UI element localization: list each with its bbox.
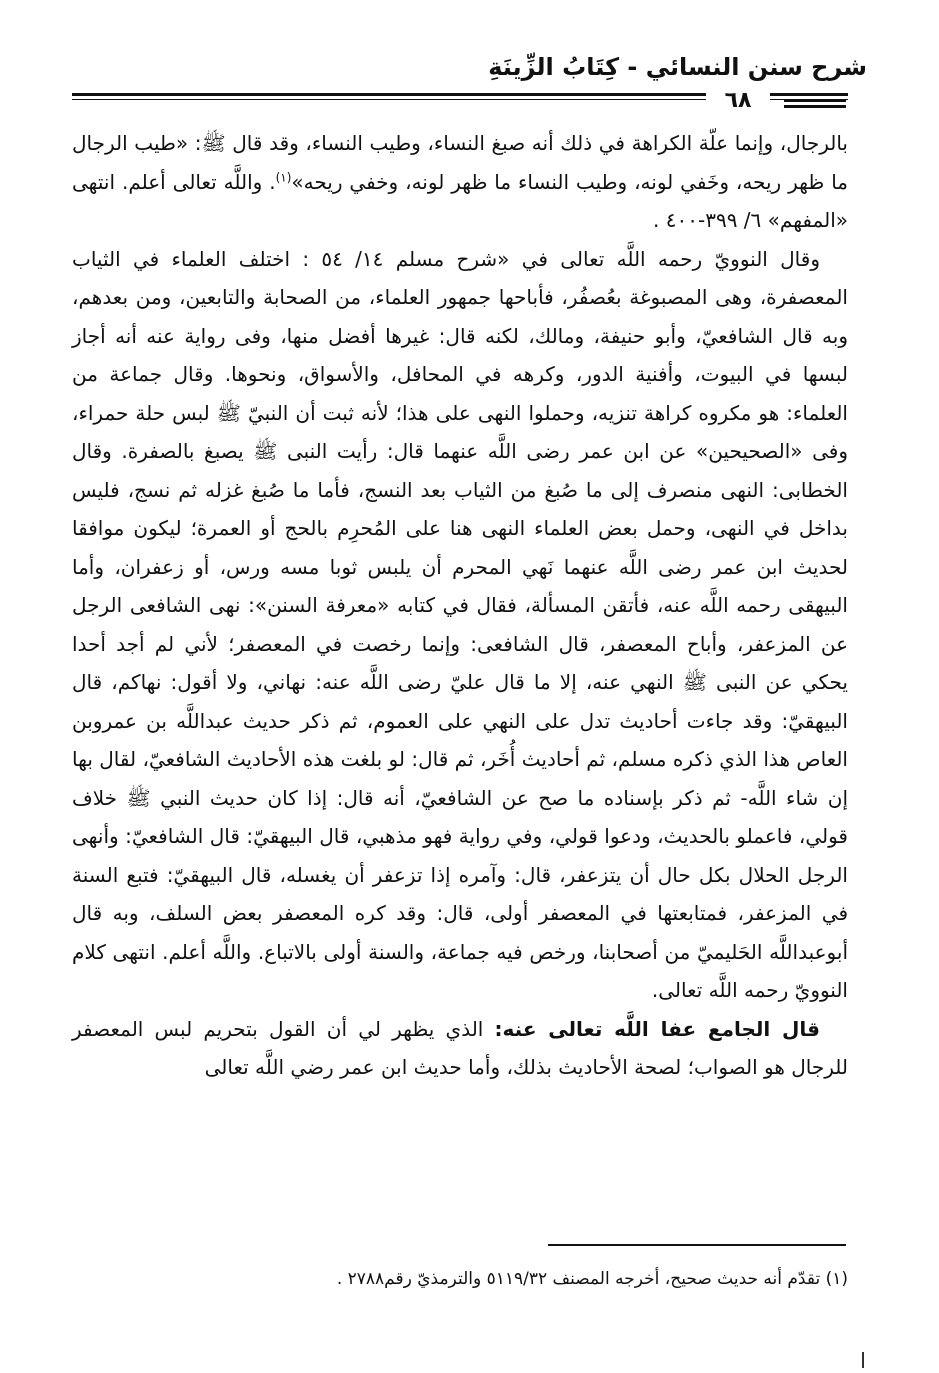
scan-edge-mark (862, 1352, 864, 1368)
page-number-ornament (784, 99, 846, 102)
paragraph-3-lead: قال الجامع عفا اللَّه تعالى عنه: (494, 1016, 821, 1041)
page-number-ornament (784, 105, 846, 108)
page-number: ٦٨ (706, 86, 770, 116)
paragraph-1 (72, 124, 848, 240)
body-text (72, 124, 848, 1087)
paragraph-3-text: الذي يظهر لي أن القول بتحريم لبس المعصفر للرجال هو الصواب؛ لصحة الأحاديث بذلك، وأما حديث ابن عمر رضي اللَّه تعالى (72, 1016, 848, 1079)
paragraph-1-text: بالرجال، وإنما علّة الكراهة في ذلك أنه صبغ النساء، وطيب النساء، وقد قال ﷺ: «طيب الرجال ما ظهر ريحه، وخَفي لونه، وطيب النساء ما ظهر لونه، وخفي ريحه» (72, 131, 849, 194)
paragraph-3 (72, 1010, 848, 1087)
running-header-title: شرح سنن النسائي - كِتَابُ الزِّينَةِ (488, 53, 867, 81)
page-number-ornament (784, 93, 846, 96)
paragraph-1-tail: . واللَّه تعالى أعلم. انتهى «المفهم» ٦/ ٣٩٩-٤٠٠ . (72, 169, 848, 232)
footnote-reference[interactable]: (١) (275, 169, 292, 184)
footnote: (١) تقدّم أنه حديث صحيح، أخرجه المصنف ٥١١٩/٣٢ والترمذيّ رقم٢٧٨٨ . (336, 1269, 848, 1289)
paragraph-2: وقال النوويّ رحمه اللَّه تعالى في «شرح مسلم ١٤/ ٥٤ : اختلف العلماء في الثياب المعصفرة، وهى المصبوغة بعُصفُر، فأباحها جمهور العلماء، من الصحابة والتابعين، ومن بعدهم، وبه قال الشافعيّ، وأبو حنيفة، ومالك، لكنه قال: غيرها أفضل منها، وفى رواية عنه أنه أجاز لبسها في البيوت، وأفنية الدور، وكرهه في المحافل، والأسواق، ونحوها. وقال جماعة من العلماء: هو مكروه كراهة تنزيه، وحملوا النهى على هذا؛ لأنه ثبت أن النبيّ ﷺ لبس حلة حمراء، وفى «الصحيحين» عن ابن عمر رضى اللَّه عنهما قال: رأيت النبى ﷺ يصبغ بالصفرة. وقال الخطابى: النهى منصرف إلى ما صُبغ من الثياب بعد النسج، فأما ما صُبغ غزله ثم نسج، فليس بداخل في النهى، وحمل بعض العلماء النهى هنا على المُحرِم بالحج أو العمرة؛ ليكون موافقا لحديث ابن عمر رضى اللَّه عنهما نَهي المحرم أن يلبس ثوبا مسه ورس، أو زعفران، وأما البيهقى رحمه اللَّه عنه، فأتقن المسألة، فقال في كتابه «معرفة السنن»: نهى الشافعى الرجل عن المزعفر، وأباح المعصفر، قال الشافعى: وإنما رخصت في المعصفر؛ لأني لم أجد أحدا يحكي عن النبى ﷺ النهي عنه، إلا ما قال عليّ رضى اللَّه عنه: نهاني، ولا أقول: نهاكم، قال البيهقيّ: وقد جاءت أحاديث تدل على النهي على العموم، ثم ذكر حديث عبداللَّه بن عمروبن العاص هذا الذي ذكره مسلم، ثم أحاديث أُخَر، ثم قال: لو بلغت هذه الأحاديث الشافعيّ، لقال بها إن شاء اللَّه- ثم ذكر بإسناده ما صح عن الشافعيّ، أنه قال: إذا كان حديث النبي ﷺ خلاف قولي، فاعملو بالحديث، ودعوا قولي، وفي رواية فهو مذهبي، قال البيهقيّ: قال الشافعيّ: وأنهى الرجل الحلال بكل حال أن يتزعفر، قال: وآمره إذا تزعفر أن يغسله، قال البيهقيّ: فتبع السنة في المزعفر، فمتابعتها في المعصفر أولى، قال: وقد كره المعصفر بعض السلف، وبه قال أبوعبداللَّه الحَليميّ من أصحابنا، ورخص فيه جماعة، والسنة أولى بالاتباع. واللَّه أعلم. انتهى كلام النوويّ رحمه اللَّه تعالى. (72, 246, 848, 1002)
footnote-separator (548, 1244, 846, 1246)
